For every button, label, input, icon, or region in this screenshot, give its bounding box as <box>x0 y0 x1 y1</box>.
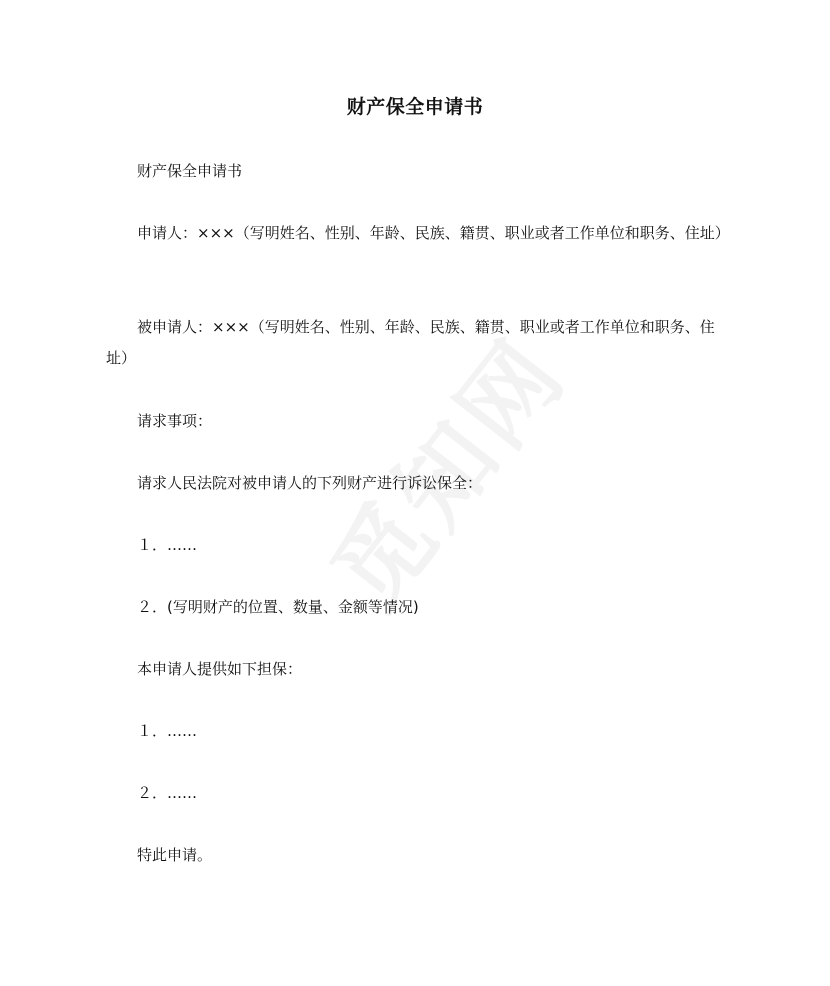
list-item-guarantee-2: ２．…… <box>137 784 198 802</box>
page-title: 财产保全申请书 <box>346 96 484 118</box>
paragraph-guarantee: 本申请人提供如下担保： <box>137 660 303 678</box>
paragraph-closing: 特此申请。 <box>137 846 213 864</box>
paragraph-applicant: 申请人：×××（写明姓名、性别、年龄、民族、籍贯、职业或者工作单位和职务、住址） <box>137 224 730 242</box>
paragraph-request-body: 请求人民法院对被申请人的下列财产进行诉讼保全： <box>137 474 483 492</box>
paragraph-heading: 财产保全申请书 <box>137 162 243 180</box>
list-item-property-2: ２．(写明财产的位置、数量、金额等情况) <box>137 598 419 616</box>
list-item-guarantee-1: １．…… <box>137 722 198 740</box>
paragraph-request-items: 请求事项： <box>137 412 213 430</box>
list-item-property-1: １．…… <box>137 536 198 554</box>
paragraph-respondent: 被申请人：×××（写明姓名、性别、年龄、民族、籍贯、职业或者工作单位和职务、住址） <box>106 318 715 367</box>
